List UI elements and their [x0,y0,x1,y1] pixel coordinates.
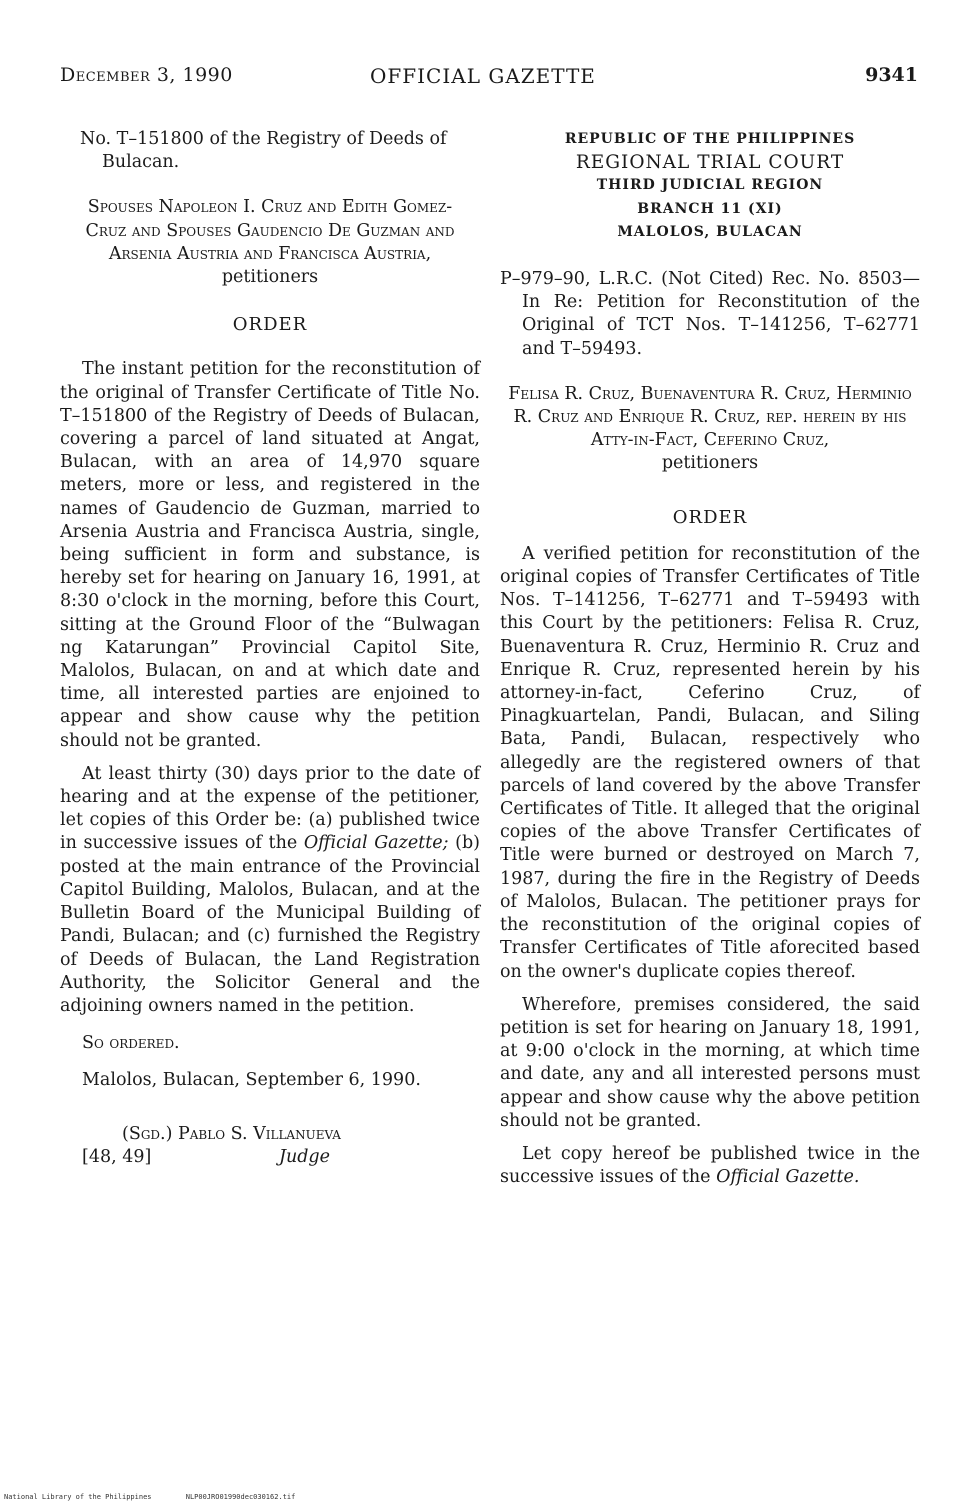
library-credit: National Library of the Philippines [4,1493,152,1501]
publication-title: OFFICIAL GAZETTE [370,64,596,88]
scan-footer [4,1493,325,1501]
republic-caption: REPUBLIC OF THE PHILIPPINES [564,131,856,147]
case-title: P–979–90, L.R.C. (Not Cited) Rec. No. 8503—In Re: Petition for Reconstitution of the Original of TCT Nos. T–141256, T–62771 and T–59493. [500,269,920,359]
judge-title: Judge [278,1146,330,1167]
signature-line: (Sgd.) Pablo S. Villanueva [122,1123,341,1144]
carryover-text: No. T–151800 of the Registry of Deeds of Bulacan. [80,129,447,173]
issue-date: December 3, 1990 [60,64,233,86]
branch-caption: BRANCH 11 (XI) [637,200,783,217]
petitioners-names: Spouses Napoleon I. Cruz and Edith Gomez-Cruz and Spouses Gaudencio De Guzman and Arsenia Austria and Francisca Austria, [85,197,455,264]
reference-number: [48, 49] [82,1146,152,1167]
order-paragraph-1: A verified petition for reconstitution of the original copies of Transfer Certificates of Title Nos. T–141256, T–62771 and T–59493 with this Court by the petitioners: Felisa R. Cruz, Buenaventura R. Cruz, Herminio R. Cruz and Enrique R. Cruz, represented herein by his attorney-in-fact, Ceferino Cruz, of Pinagkuartelan, Pandi, Bulacan, and Siling Bata, Pandi, Bulacan, respectively who allegedly are the registered owners of that parcels of land covered by the above Transfer Certificates of Title. It alleged that the original copies of the above Transfer Certificates of Title were burned or destroyed on March 7, 1987, during the fire in the Registry of Deeds of Malolos, Bulacan. The petitioner prays for the reconstitution of the original copies of Transfer Certificates of Title aforecited based on the owner's duplicate copies thereof. [500,543,920,982]
order-paragraph-2: At least thirty (30) days prior to the date of hearing and at the expense of the petitioner, let copies of this Order be: (a) published twice in successive issues of the Official Gazette; (b) posted at the main entrance of the Provincial Capitol Building, Malolos, Bulacan, and at the Bulletin Board of the Municipal Building of Pandi, Bulacan; and (c) furnished the Registry of Deeds of Bulacan, the Land Registration Authority, the Solicitor General and the adjoining owners named in the petition. [60,763,480,1016]
region-caption: THIRD JUDICIAL REGION [596,177,824,194]
order-title: ORDER [232,314,308,336]
order-title: ORDER [672,506,748,528]
order-paragraph-1: The instant petition for the reconstitution of the original of Transfer Certificate of Title No. T–151800 of the Registry of Deeds of Bulacan, covering a parcel of land situated at Angat, Bulacan, with an area of 14,970 square meters, more or less, and registered in the names of Gaudencio de Guzman, married to Arsenia Austria and Francisca Austria, single, being sufficient in form and substance, is hereby set for hearing on January 16, 1991, at 8:30 o'clock in the morning, before this Court, sitting at the Ground Floor of the “Bulwagan ng Katarungan” Provincial Capitol Site, Malolos, Bulacan, on and at which date and time, all interested parties are enjoined to appear and show cause why the petition should not be granted. [60,359,480,751]
so-ordered: So ordered. [82,1033,180,1054]
place-date: Malolos, Bulacan, September 6, 1990. [82,1070,421,1091]
court-caption: REGIONAL TRIAL COURT [575,152,845,174]
order-paragraph-2: Wherefore, premises considered, the said petition is set for hearing on January 18, 1991, at 9:00 o'clock in the morning, at which time and date, any and all interested persons must appear and show cause why the above petition should not be granted. [500,994,920,1131]
file-identifier: NLP00JRO01990dec030162.tif [185,1493,296,1501]
right-column [500,128,920,1189]
left-column [60,128,480,1169]
page-number: 9341 [865,64,918,86]
petitioners-label: petitioners [221,267,319,288]
order-paragraph-3: Let copy hereof be published twice in the successive issues of the Official Gazette. [500,1143,920,1188]
petitioners-label: petitioners [661,453,759,474]
petitioners-names: Felisa R. Cruz, Buenaventura R. Cruz, Herminio R. Cruz and Enrique R. Cruz, rep. herein by his Atty-in-Fact, Ceferino Cruz, [508,383,912,451]
location-caption: MALOLOS, BULACAN [617,223,803,240]
